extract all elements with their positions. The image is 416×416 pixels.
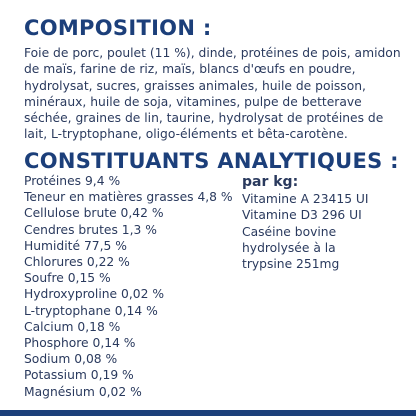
per-kg-item: hydrolysée à la <box>242 240 336 255</box>
analytic-item: Protéines 9,4 % <box>24 174 121 188</box>
analytic-item: Magnésium 0,02 % <box>24 384 142 399</box>
analytic-list <box>24 173 254 400</box>
constituants-heading: CONSTITUANTS ANALYTIQUES : <box>24 149 399 173</box>
per-kg-item: trypsine 251mg <box>242 257 340 272</box>
per-kg-list <box>242 191 402 272</box>
analytic-item: Humidité 77,5 % <box>24 238 127 253</box>
analytic-item: Chlorures 0,22 % <box>24 255 130 270</box>
analytic-item: Phosphore 0,14 % <box>24 336 136 351</box>
per-kg-title: par kg: <box>242 174 299 190</box>
composition-text: Foie de porc, poulet (11 %), dinde, protéines de pois, amidon de maïs, farine de riz, maïs, blancs d'œufs en poudre, hydrolysat, sucres, graisses animales, huile de poisson, minéraux, huile de soja, vitamines, pulpe de betterave séchée, graines de lin, taurine, hydrolysat de protéines de lait, L-tryptophane, oligo-éléments et bêta-carotène. <box>24 46 401 142</box>
analytic-item: L-tryptophane 0,14 % <box>24 303 158 318</box>
analytic-item: Potassium 0,19 % <box>24 368 134 383</box>
analytic-item: Calcium 0,18 % <box>24 319 121 334</box>
analytic-item: Cendres brutes 1,3 % <box>24 222 157 237</box>
footer-bar <box>0 410 416 416</box>
analytic-item: Hydroxyproline 0,02 % <box>24 287 165 302</box>
composition-heading: COMPOSITION : <box>24 16 212 40</box>
analytic-item: Cellulose brute 0,42 % <box>24 206 164 221</box>
analytic-item: Sodium 0,08 % <box>24 352 118 367</box>
per-kg-section <box>242 174 402 272</box>
per-kg-item: Caséine bovine <box>242 224 337 239</box>
analytic-item: Soufre 0,15 % <box>24 271 111 286</box>
per-kg-item: Vitamine D3 296 UI <box>242 208 362 223</box>
analytic-item: Teneur en matières grasses 4,8 % <box>24 190 233 205</box>
per-kg-item: Vitamine A 23415 UI <box>242 192 369 206</box>
